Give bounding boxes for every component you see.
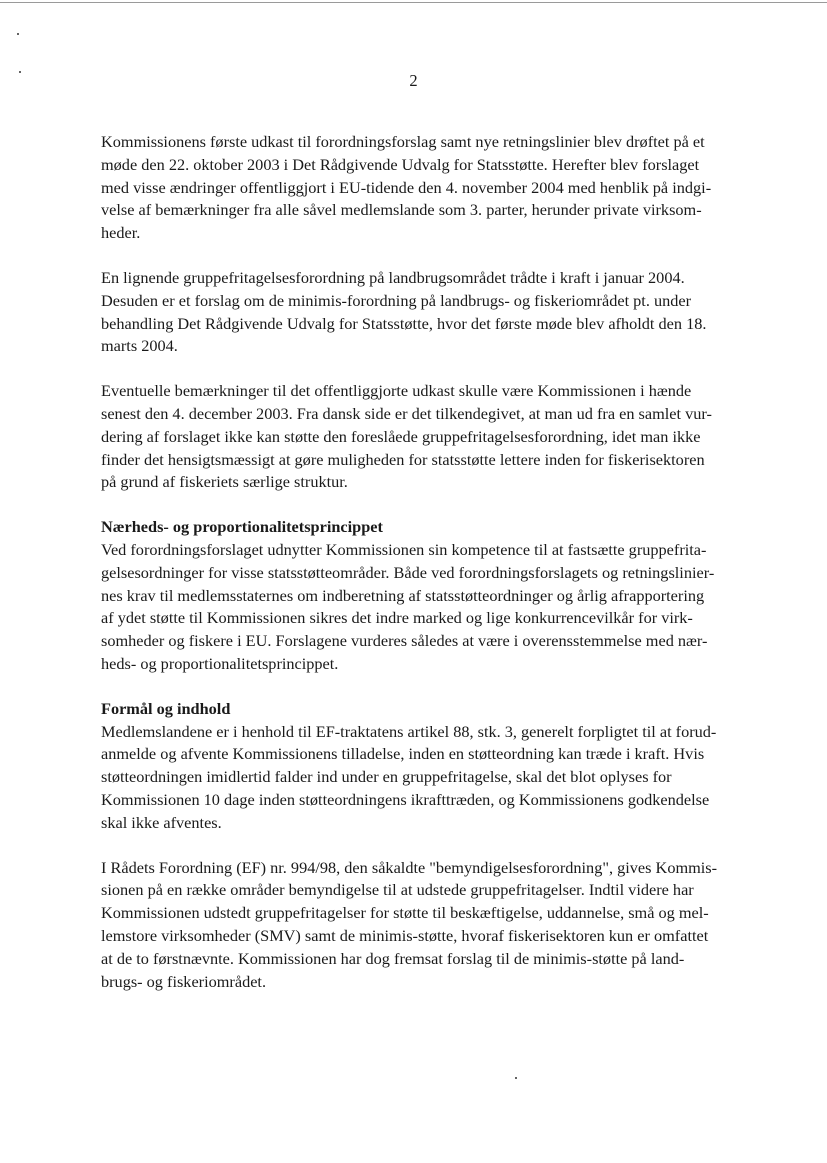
text-line: senest den 4. december 2003. Fra dansk side er det tilkendegivet, at man ud fra en samlet vur- [101,403,712,423]
text-line: En lignende gruppefritagelsesforordning på landbrugsområdet trådte i kraft i januar 2004. [101,267,685,287]
section-heading: Nærheds- og proportionalitetsprincippet [101,517,383,537]
text-line: Kommissionens første udkast til forordningsforslag samt nye retningslinier blev drøftet på et [101,132,705,151]
text-line: Ved forordningsforslaget udnytter Kommissionen sin kompetence til at fastsætte gruppefrita- [101,539,707,559]
text-line: lemstore virksomheder (SMV) samt de minimis-støtte, hvoraf fiskerisektoren kun er omfattet [101,925,709,945]
text-line: finder det hensigtsmæssigt at gøre muligheden for statsstøtte lettere inden for fiskerisektoren [101,449,705,469]
text-line: Eventuelle bemærkninger til det offentliggjorte udkast skulle være Kommissionen i hænde [101,381,692,401]
text-line: skal ikke afventes. [101,812,222,832]
text-line: dering af forslaget ikke kan støtte den foreslåede gruppefritagelsesforordning, idet man ikke [101,426,701,446]
text-line: at de to førstnævnte. Kommissionen har dog fremsat forslag til de minimis-støtte på land- [101,948,685,968]
paragraph [101,380,725,494]
scan-speck [515,1077,517,1079]
text-line: med visse ændringer offentliggjort i EU-tidende den 4. november 2004 med henblik på indgi- [101,177,712,197]
text-line: velse af bemærkninger fra alle såvel medlemslande som 3. parter, herunder private virksom- [101,200,702,220]
paragraph [101,857,725,994]
text-line: Medlemslandene er i henhold til EF-traktatens artikel 88, stk. 3, generelt forpligtet til at forud- [101,721,717,741]
text-line: gelsesordninger for visse statsstøtteområder. Både ved forordningsforslagets og retningslinier- [101,562,715,582]
text-line: somheder og fiskere i EU. Forslagene vurderes således at være i overensstemmelse med nær- [101,631,708,651]
text-line: heder. [101,223,141,243]
text-line: heds- og proportionalitetsprincippet. [101,653,339,673]
scan-top-edge [0,2,827,3]
text-line: af ydet støtte til Kommissionen sikres det indre marked og lige konkurrencevilkår for virk- [101,608,693,628]
text-line: sionen på en række områder bemyndigelse til at udstede gruppefritagelser. Indtil videre har [101,880,694,900]
text-line: nes krav til medlemsstaternes om indberetning af statsstøtteordninger og årlig afrapportering [101,585,705,605]
text-line: møde den 22. oktober 2003 i Det Rådgivende Udvalg for Statsstøtte. Herefter blev forslaget [101,154,700,174]
text-line: brugs- og fiskeriområdet. [101,971,267,991]
paragraph [101,721,725,835]
scan-speck [17,33,19,35]
text-line: Kommissionen udstedt gruppefritagelser for støtte til beskæftigelse, uddannelse, små og mel- [101,903,709,923]
document-body [101,131,725,1015]
text-line: I Rådets Forordning (EF) nr. 994/98, den såkaldte "bemyndigelsesforordning", gives Kommis- [101,857,718,877]
paragraph [101,539,725,676]
paragraph [101,131,725,245]
paragraph [101,267,725,358]
text-line: Kommissionen 10 dage inden støtteordningens ikrafttræden, og Kommissionens godkendelse [101,789,710,809]
text-line: Desuden er et forslag om de minimis-forordning på landbrugs- og fiskeriområdet pt. under [101,290,692,310]
text-line: på grund af fiskeriets særlige struktur. [101,472,348,492]
text-line: behandling Det Rådgivende Udvalg for Statsstøtte, hvor det første møde blev afholdt den 18. [101,313,707,333]
page-number: 2 [409,71,418,90]
text-line: marts 2004. [101,336,178,356]
section-heading: Formål og indhold [101,698,231,718]
text-line: støtteordningen imidlertid falder ind under en gruppefritagelse, skal det blot oplyses for [101,767,672,787]
text-line: anmelde og afvente Kommissionens tilladelse, inden en støtteordning kan træde i kraft. Hvis [101,744,705,764]
